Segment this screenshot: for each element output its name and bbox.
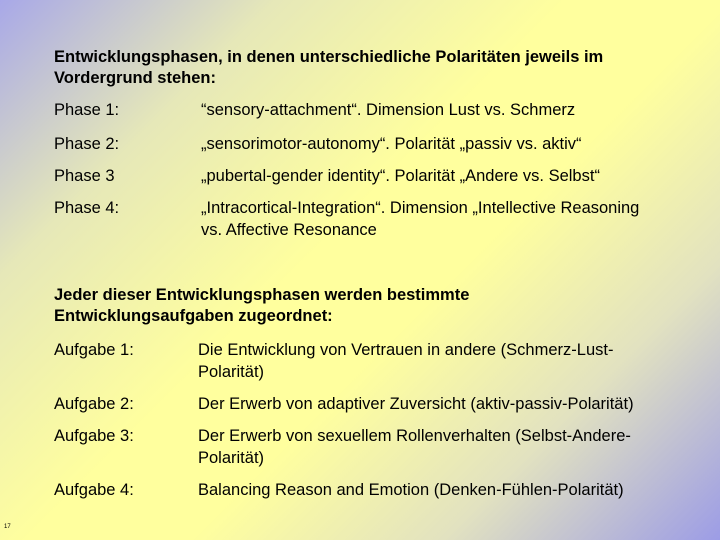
phases-heading-line-1: Entwicklungsphasen, in denen unterschiedliche Polaritäten jeweils im [54,48,604,66]
task-2-label: Aufgabe 2: [54,395,134,413]
phase-4-text [201,197,639,241]
slide-number: 17 [4,524,11,530]
task-1-label: Aufgabe 1: [54,341,134,359]
phases-heading-line-2: Vordergrund stehen: [54,69,216,87]
tasks-heading [54,285,469,327]
phase-3-text-line-1: „pubertal-gender identity“. Polarität „Andere vs. Selbst“ [201,167,600,185]
task-3-text [198,425,631,469]
task-3-text-line-1: Der Erwerb von sexuellem Rollenverhalten (Selbst-Andere- [198,427,631,445]
phase-2-label: Phase 2: [54,135,120,153]
phase-1-text [201,99,575,121]
task-1-text [198,339,613,383]
task-4-text [198,479,624,501]
phase-3-text [201,165,600,187]
task-2-text-line-1: Der Erwerb von adaptiver Zuversicht (aktiv-passiv-Polarität) [198,395,634,413]
phase-1-text-line-1: “sensory-attachment“. Dimension Lust vs. Schmerz [201,101,576,119]
phase-1-label: Phase 1: [54,101,120,119]
phase-2-text [201,133,582,155]
phase-2-text-line-1: „sensorimotor-autonomy“. Polarität „passiv vs. aktiv“ [201,135,582,153]
phase-3-label: Phase 3 [54,167,115,185]
task-3-label: Aufgabe 3: [54,427,134,445]
phase-4-text-line-2: vs. Affective Resonance [201,221,377,239]
phase-4-label: Phase 4: [54,199,120,217]
phases-heading [54,47,603,89]
task-4-label: Aufgabe 4: [54,481,134,499]
task-4-text-line-1: Balancing Reason and Emotion (Denken-Fühlen-Polarität) [198,481,624,499]
task-1-text-line-1: Die Entwicklung von Vertrauen in andere (Schmerz-Lust- [198,341,614,359]
task-3-text-line-2: Polarität) [198,449,265,467]
task-1-text-line-2: Polarität) [198,363,265,381]
tasks-heading-line-1: Jeder dieser Entwicklungsphasen werden bestimmte [54,286,470,304]
tasks-heading-line-2: Entwicklungsaufgaben zugeordnet: [54,307,333,325]
task-2-text [198,393,634,415]
phase-4-text-line-1: „Intracortical-Integration“. Dimension „Intellective Reasoning [201,199,640,217]
